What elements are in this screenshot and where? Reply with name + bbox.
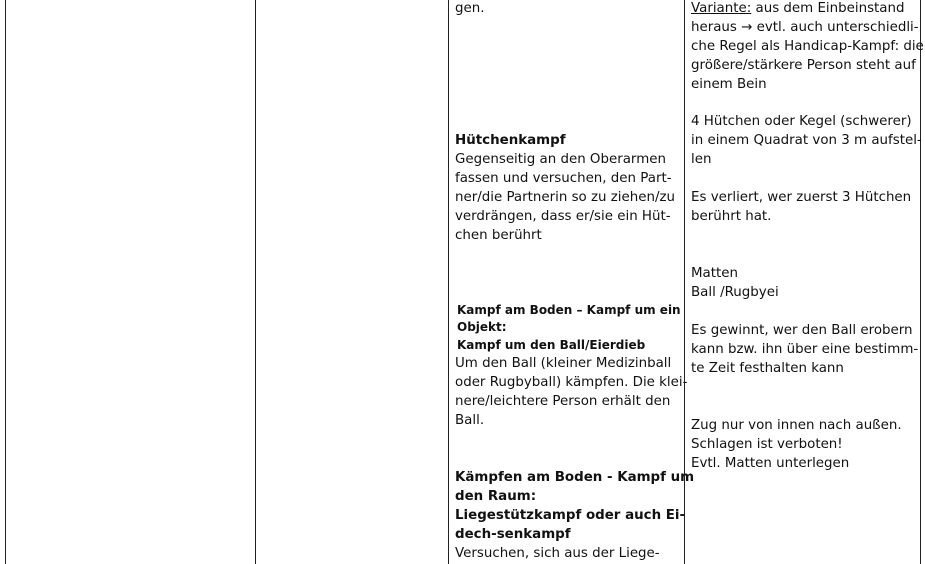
material-line: Ball /Rugbyei: [691, 285, 779, 300]
gewinnt-line: kann bzw. ihn über eine bestimm-: [691, 342, 919, 357]
variante-text: aus dem Einbeinstand: [751, 1, 905, 16]
ball-heading: Objekt:: [457, 320, 507, 334]
verliert-line: Es verliert, wer zuerst 3 Hütchen: [691, 190, 912, 205]
zug-line: Evtl. Matten unterlegen: [691, 456, 850, 471]
variante-line: größere/stärkere Person steht auf: [691, 58, 916, 73]
huetchenkampf-title: Hütchenkampf: [455, 133, 566, 148]
ball-heading: Kampf am Boden – Kampf um ein: [457, 303, 681, 317]
table-border-col2: [255, 0, 256, 564]
gewinnt-line: te Zeit festhalten kann: [691, 361, 844, 376]
huetchen-material-line: len: [691, 152, 712, 167]
variante-line: che Regel als Handicap-Kampf: die: [691, 39, 924, 54]
variante-line: einem Bein: [691, 77, 767, 92]
huetchen-material-line: 4 Hütchen oder Kegel (schwerer): [691, 114, 912, 129]
variante-label: Variante:: [691, 1, 752, 16]
verliert-line: berührt hat.: [691, 209, 772, 224]
huetchenkampf-line: Gegenseitig an den Oberarmen: [455, 152, 666, 167]
raum-heading: Liegestützkampf oder auch Ei-: [455, 508, 686, 523]
table-border-col3: [448, 0, 449, 564]
raum-heading: Kämpfen am Boden - Kampf um: [455, 470, 695, 485]
table-border-left: [5, 0, 6, 564]
huetchenkampf-line: ner/die Partnerin so zu ziehen/zu: [455, 190, 676, 205]
raum-line: Versuchen, sich aus der Liege-: [455, 546, 660, 561]
ball-heading: Kampf um den Ball/Eierdieb: [457, 338, 646, 352]
variante-line: [691, 0, 905, 18]
huetchenkampf-line: fassen und versuchen, den Part-: [455, 171, 672, 186]
ball-line: nere/leichtere Person erhält den: [455, 394, 671, 409]
zug-line: Schlagen ist verboten!: [691, 437, 843, 452]
col3-top-line: gen.: [455, 1, 485, 16]
ball-line: Ball.: [455, 413, 485, 428]
huetchen-material-line: in einem Quadrat von 3 m aufstel-: [691, 133, 922, 148]
raum-heading: dech-senkampf: [455, 527, 571, 542]
ball-line: Um den Ball (kleiner Medizinball: [455, 356, 672, 371]
zug-line: Zug nur von innen nach außen.: [691, 418, 902, 433]
huetchenkampf-line: verdrängen, dass er/sie ein Hüt-: [455, 209, 671, 224]
table-border-right: [920, 0, 921, 564]
material-line: Matten: [691, 266, 738, 281]
huetchenkampf-line: chen berührt: [455, 228, 542, 243]
gewinnt-line: Es gewinnt, wer den Ball erobern: [691, 323, 913, 338]
raum-heading: den Raum:: [455, 489, 537, 504]
ball-line: oder Rugbyball) kämpfen. Die klei-: [455, 375, 688, 390]
variante-line: heraus → evtl. auch unterschiedli-: [691, 20, 919, 35]
